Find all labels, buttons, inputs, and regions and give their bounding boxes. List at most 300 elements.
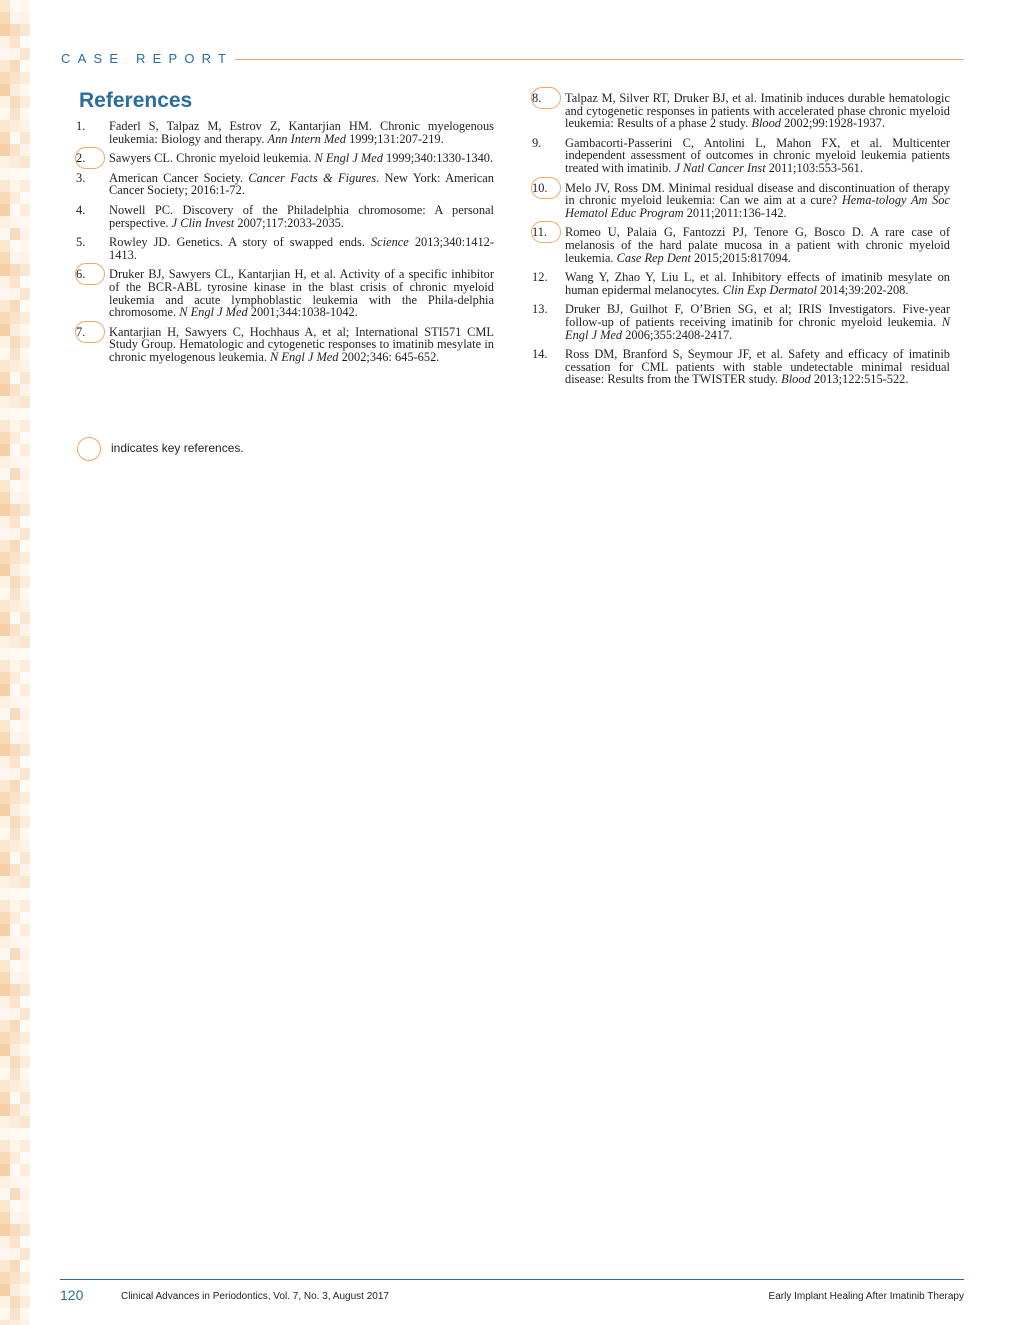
mosaic-tile [0,444,10,456]
mosaic-tile [0,648,10,660]
mosaic-tile [20,816,30,828]
mosaic-tile [20,1092,30,1104]
mosaic-tile [0,792,10,804]
mosaic-tile [0,420,10,432]
mosaic-tile [10,192,20,204]
key-reference-number [532,92,558,105]
mosaic-tile [20,324,30,336]
mosaic-tile [0,972,10,984]
mosaic-tile [10,1308,20,1320]
mosaic-tile [0,1224,10,1236]
mosaic-tile [0,1128,10,1140]
mosaic-tile [0,1296,10,1308]
reference-number-text: 10. [532,180,548,195]
mosaic-tile [20,216,30,228]
reference-details: 1999;340:1330-1340. [382,151,494,166]
mosaic-tile [10,912,20,924]
mosaic-tile [0,1008,10,1020]
mosaic-tile [20,0,30,12]
reference-details: 2011;103:553-561. [765,160,863,175]
mosaic-tile [20,960,30,972]
mosaic-tile [10,276,20,288]
footer-divider [60,1279,964,1280]
mosaic-tile [0,1044,10,1056]
mosaic-tile [0,1248,10,1260]
mosaic-tile [20,576,30,588]
mosaic-tile [0,48,10,60]
mosaic-tile [0,276,10,288]
mosaic-tile [0,1236,10,1248]
mosaic-tile [10,0,20,12]
mosaic-tile [10,720,20,732]
reference-text: Romeo U, Palaia G, Fantozzi PJ, Tenore G, Bosco D. A rare case of melanosis of the hard palate mucosa in a patient with chronic myeloid leukemia. [565,225,950,265]
mosaic-tile [10,168,20,180]
reference-journal: N Engl J Med [179,305,248,320]
reference-journal: Cancer Facts & Figures [248,170,377,185]
mosaic-tile [20,612,30,624]
reference-journal: Ann Intern Med [267,131,346,146]
mosaic-tile [10,72,20,84]
mosaic-tile [10,1200,20,1212]
key-reference-number [76,326,102,339]
mosaic-tile [0,696,10,708]
reference-text: Druker BJ, Guilhot F, O’Brien SG, et al; IRIS Investigators. Five-year follow-up of patients receiving imatinib for chronic myeloid leukemia. [565,302,950,329]
mosaic-tile [0,564,10,576]
reference-journal: Blood [751,116,782,131]
mosaic-tile [0,228,10,240]
reference-item [76,326,494,364]
mosaic-tile [20,696,30,708]
key-reference-number [76,268,102,281]
mosaic-tile [0,180,10,192]
reference-number [532,348,558,361]
mosaic-tile [10,576,20,588]
mosaic-tile [20,108,30,120]
mosaic-tile [10,504,20,516]
mosaic-tile [10,240,20,252]
reference-details: 2013;122:515-522. [810,372,909,387]
mosaic-tile [0,324,10,336]
mosaic-tile [10,792,20,804]
mosaic-tile [20,684,30,696]
mosaic-tile [20,1272,30,1284]
mosaic-tile [10,1080,20,1092]
reference-item [532,303,950,341]
mosaic-tile [0,1164,10,1176]
mosaic-tile [0,576,10,588]
reference-number-text: 8. [532,91,542,105]
mosaic-tile [0,108,10,120]
mosaic-tile [20,396,30,408]
mosaic-tile [0,708,10,720]
mosaic-tile [10,936,20,948]
mosaic-tile [10,516,20,528]
mosaic-tile [10,696,20,708]
mosaic-tile [10,1296,20,1308]
mosaic-tile [10,1032,20,1044]
mosaic-tile [20,144,30,156]
reference-number-text: 6. [76,267,86,282]
mosaic-tile [0,852,10,864]
mosaic-tile [0,684,10,696]
mosaic-tile [10,252,20,264]
mosaic-tile [20,1296,30,1308]
mosaic-tile [20,1128,30,1140]
reference-number-text: 5. [76,235,86,250]
mosaic-tile [10,552,20,564]
reference-item [76,152,494,165]
mosaic-tile [10,264,20,276]
mosaic-tile [0,1116,10,1128]
mosaic-tile [20,1080,30,1092]
reference-details: 2015;2015:817094. [690,250,791,265]
mosaic-tile [10,588,20,600]
mosaic-tile [20,1236,30,1248]
mosaic-tile [0,660,10,672]
mosaic-tile [0,1152,10,1164]
reference-number [76,236,102,249]
mosaic-tile [0,132,10,144]
mosaic-tile [20,300,30,312]
reference-text: Druker BJ, Sawyers CL, Kantarjian H, et al. Activity of a specific inhibitor of the BCR-ABL tyrosine kinase in the blast crisis of chronic myeloid leukemia and acute lymphoblastic leukemia with the Phila-delphia chromosome. [109,267,494,320]
reference-number [76,172,102,185]
reference-details: 2014;39:202-208. [816,282,909,297]
mosaic-tile [0,456,10,468]
mosaic-tile [20,60,30,72]
mosaic-tile [10,36,20,48]
mosaic-tile [20,1104,30,1116]
mosaic-tile [0,96,10,108]
reference-number [532,303,558,316]
reference-number-text: 9. [532,135,542,150]
mosaic-tile [10,1212,20,1224]
mosaic-tile [10,132,20,144]
mosaic-tile [20,1260,30,1272]
mosaic-tile [0,1272,10,1284]
mosaic-tile [20,1116,30,1128]
mosaic-tile [20,1224,30,1236]
mosaic-tile [20,168,30,180]
mosaic-tile [10,1020,20,1032]
mosaic-tile [20,660,30,672]
decorative-mosaic-strip [0,0,30,1325]
mosaic-tile [20,624,30,636]
mosaic-tile [0,0,10,12]
reference-journal: N Engl J Med [314,151,383,166]
mosaic-tile [10,1092,20,1104]
key-reference-number [532,182,558,195]
reference-details: 2007;117:2033-2035. [234,215,344,230]
reference-text: Rowley JD. Genetics. A story of swapped ends. [109,235,371,250]
mosaic-tile [0,984,10,996]
mosaic-tile [20,528,30,540]
mosaic-tile [10,1044,20,1056]
mosaic-tile [20,360,30,372]
mosaic-tile [10,996,20,1008]
mosaic-tile [0,204,10,216]
mosaic-tile [0,864,10,876]
mosaic-tile [10,1260,20,1272]
mosaic-tile [10,1188,20,1200]
mosaic-tile [0,948,10,960]
reference-item [76,120,494,145]
mosaic-tile [10,24,20,36]
mosaic-tile [0,408,10,420]
mosaic-tile [10,984,20,996]
mosaic-tile [10,612,20,624]
mosaic-tile [20,1032,30,1044]
mosaic-tile [0,336,10,348]
header-divider [235,59,964,60]
mosaic-tile [0,60,10,72]
mosaic-tile [10,816,20,828]
mosaic-tile [10,672,20,684]
section-header-label: CASE REPORT [61,51,234,66]
mosaic-tile [0,1068,10,1080]
mosaic-tile [10,564,20,576]
mosaic-tile [10,1224,20,1236]
mosaic-tile [10,408,20,420]
mosaic-tile [10,744,20,756]
mosaic-tile [20,648,30,660]
mosaic-tile [20,276,30,288]
mosaic-tile [10,204,20,216]
reference-list-right-column [532,92,950,393]
mosaic-tile [20,924,30,936]
mosaic-tile [0,168,10,180]
mosaic-tile [20,228,30,240]
mosaic-tile [20,780,30,792]
mosaic-tile [0,636,10,648]
mosaic-tile [20,912,30,924]
mosaic-tile [20,876,30,888]
running-article-title: Early Implant Healing After Imatinib Therapy [768,1291,964,1302]
mosaic-tile [20,840,30,852]
mosaic-tile [0,240,10,252]
reference-text: Gambacorti-Passerini C, Antolini L, Mahon FX, et al. Multicenter independent assessment of outcomes in chronic myeloid leukemia patients treated with imatinib. [565,135,950,175]
mosaic-tile [20,804,30,816]
mosaic-tile [20,504,30,516]
mosaic-tile [0,24,10,36]
mosaic-tile [10,948,20,960]
mosaic-tile [10,96,20,108]
mosaic-tile [10,924,20,936]
mosaic-tile [0,936,10,948]
mosaic-tile [20,600,30,612]
mosaic-tile [20,468,30,480]
mosaic-tile [10,648,20,660]
mosaic-tile [20,732,30,744]
mosaic-tile [20,1308,30,1320]
reference-details: 2013;340:1412-1413. [109,235,494,262]
mosaic-tile [0,12,10,24]
mosaic-tile [20,48,30,60]
mosaic-tile [0,732,10,744]
mosaic-tile [20,708,30,720]
mosaic-tile [20,84,30,96]
mosaic-tile [10,876,20,888]
mosaic-tile [10,840,20,852]
mosaic-tile [10,660,20,672]
mosaic-tile [10,864,20,876]
reference-text: American Cancer Society. [109,170,249,185]
key-reference-circle-icon [77,437,101,461]
mosaic-tile [20,636,30,648]
mosaic-tile [0,828,10,840]
reference-journal: Blood [781,372,811,387]
mosaic-tile [0,1032,10,1044]
reference-item [532,226,950,264]
mosaic-tile [20,480,30,492]
mosaic-tile [10,1128,20,1140]
key-reference-number [76,152,102,165]
mosaic-tile [20,180,30,192]
mosaic-tile [0,264,10,276]
mosaic-tile [20,792,30,804]
mosaic-tile [20,408,30,420]
reference-number [532,137,558,150]
mosaic-tile [20,120,30,132]
mosaic-tile [10,144,20,156]
mosaic-tile [20,1188,30,1200]
mosaic-tile [20,1140,30,1152]
mosaic-tile [20,828,30,840]
reference-number [76,204,102,217]
mosaic-tile [0,780,10,792]
mosaic-tile [10,120,20,132]
mosaic-tile [0,1056,10,1068]
mosaic-tile [0,300,10,312]
mosaic-tile [20,1020,30,1032]
reference-text: Kantarjian H, Sawyers C, Hochhaus A, et al; International STI571 CML Study Group. Hematologic and cytogenetic responses to imatinib mesylate in chronic myelogenous leukemia. [109,324,494,364]
mosaic-tile [10,756,20,768]
mosaic-tile [0,1212,10,1224]
page-number: 120 [60,1287,84,1303]
mosaic-tile [20,204,30,216]
reference-journal: Hema-tology Am Soc Hematol Educ Program [565,193,950,220]
mosaic-tile [10,900,20,912]
mosaic-tile [20,888,30,900]
mosaic-tile [0,888,10,900]
reference-details: 2001;344:1038-1042. [247,305,358,320]
mosaic-tile [0,144,10,156]
mosaic-tile [10,300,20,312]
mosaic-tile [0,876,10,888]
mosaic-tile [10,84,20,96]
mosaic-tile [10,804,20,816]
mosaic-tile [10,624,20,636]
reference-number [532,271,558,284]
mosaic-tile [20,1248,30,1260]
mosaic-tile [10,1164,20,1176]
mosaic-tile [10,636,20,648]
reference-number-text: 12. [532,270,548,285]
mosaic-tile [10,12,20,24]
mosaic-tile [20,132,30,144]
mosaic-tile [20,420,30,432]
mosaic-tile [20,1056,30,1068]
mosaic-tile [20,672,30,684]
mosaic-tile [0,252,10,264]
mosaic-tile [0,348,10,360]
mosaic-tile [10,1284,20,1296]
mosaic-tile [20,264,30,276]
mosaic-tile [10,960,20,972]
mosaic-tile [20,1044,30,1056]
mosaic-tile [20,444,30,456]
mosaic-tile [10,1008,20,1020]
reference-journal: J Natl Cancer Inst [674,160,766,175]
mosaic-tile [20,1212,30,1224]
reference-item [532,271,950,296]
mosaic-tile [10,216,20,228]
reference-number-text: 11. [532,225,548,240]
mosaic-tile [0,996,10,1008]
mosaic-tile [20,348,30,360]
mosaic-tile [10,600,20,612]
mosaic-tile [0,216,10,228]
mosaic-tile [0,528,10,540]
mosaic-tile [0,492,10,504]
mosaic-tile [10,480,20,492]
reference-details: 2002;346: 645-652. [338,349,440,364]
reference-item [532,137,950,175]
mosaic-tile [20,1152,30,1164]
reference-number-text: 1. [76,119,86,133]
mosaic-tile [0,1260,10,1272]
mosaic-tile [10,1104,20,1116]
mosaic-tile [0,312,10,324]
mosaic-tile [20,96,30,108]
mosaic-tile [10,420,20,432]
mosaic-tile [0,1092,10,1104]
mosaic-tile [10,1236,20,1248]
mosaic-tile [20,1176,30,1188]
mosaic-tile [10,780,20,792]
reference-number-text: 14. [532,347,548,362]
mosaic-tile [10,324,20,336]
mosaic-tile [10,432,20,444]
reference-number [76,120,102,133]
mosaic-tile [10,288,20,300]
mosaic-tile [20,192,30,204]
mosaic-tile [10,396,20,408]
mosaic-tile [20,864,30,876]
journal-citation: Clinical Advances in Periodontics, Vol. 7, No. 3, August 2017 [121,1291,389,1302]
reference-journal: Clin Exp Dermatol [722,282,817,297]
mosaic-tile [0,432,10,444]
mosaic-tile [20,540,30,552]
reference-item [532,92,950,130]
mosaic-tile [0,552,10,564]
mosaic-tile [0,384,10,396]
mosaic-tile [20,720,30,732]
mosaic-tile [10,444,20,456]
mosaic-tile [10,1176,20,1188]
mosaic-tile [10,348,20,360]
mosaic-tile [20,768,30,780]
mosaic-tile [20,24,30,36]
reference-text: Ross DM, Branford S, Seymour JF, et al. Safety and efficacy of imatinib cessation for CML patients with stable undetectable minimal residual disease: Results from the TWISTER study. [565,347,950,387]
mosaic-tile [20,12,30,24]
mosaic-tile [10,1068,20,1080]
mosaic-tile [20,996,30,1008]
mosaic-tile [10,1116,20,1128]
mosaic-tile [0,372,10,384]
reference-item [76,204,494,229]
mosaic-tile [20,852,30,864]
mosaic-tile [20,564,30,576]
